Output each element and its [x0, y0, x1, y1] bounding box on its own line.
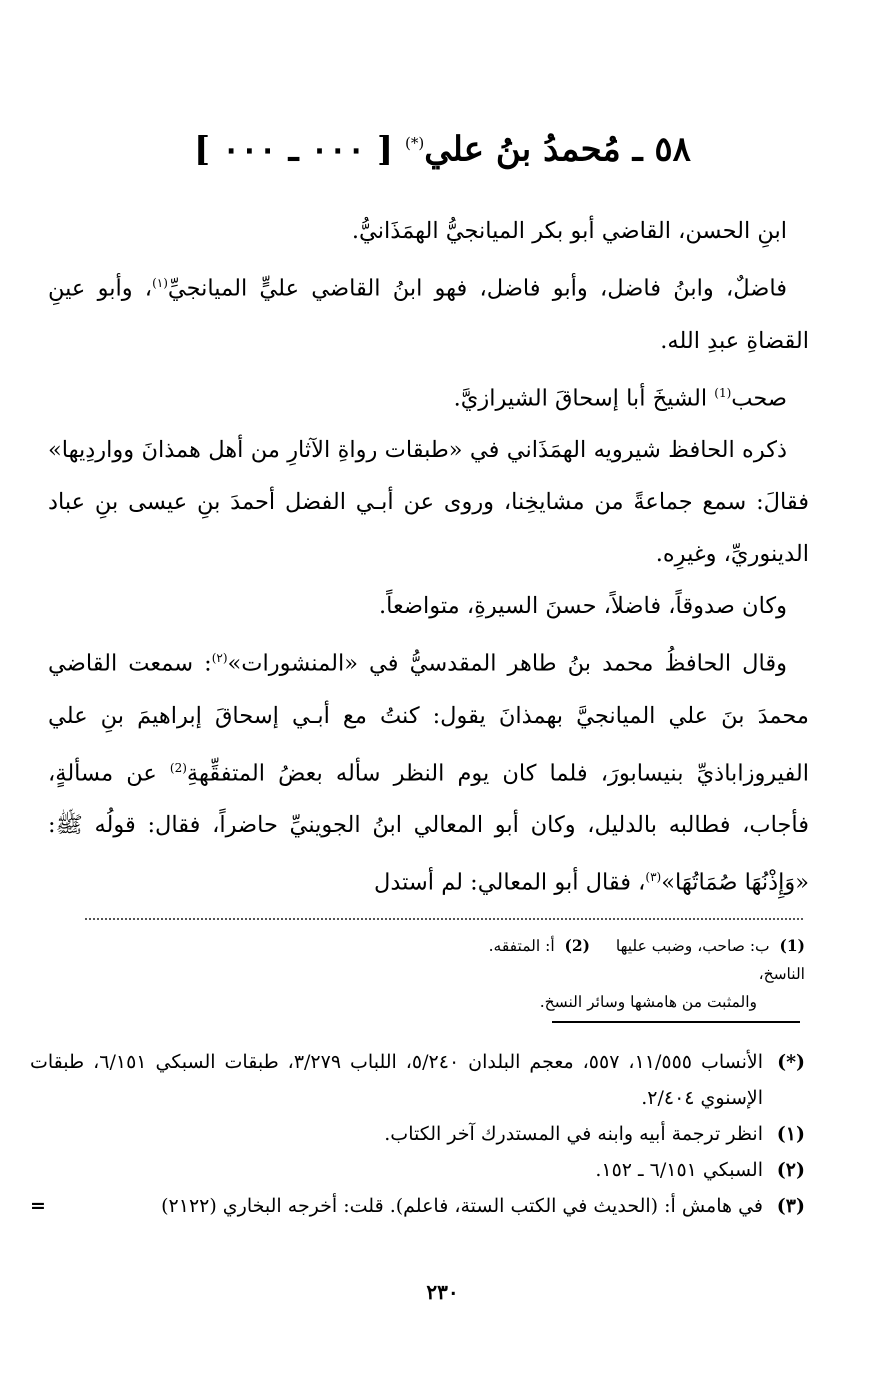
paragraph-text: فاضلٌ، وابنُ فاضل، وأبو فاضل، فهو ابنُ القاضي عليٍّ الميانجيِّ — [167, 275, 787, 302]
footnote — [30, 1116, 805, 1152]
footnote-num: (١) — [776, 1123, 805, 1145]
paragraph-text: وكان صدوقاً، فاضلاً، حسنَ السيرةِ، متواضعاً. — [379, 593, 787, 619]
page-number: ٢٣٠ — [426, 1280, 459, 1304]
paragraph-lineage — [48, 205, 809, 257]
footnote-num: (٣) — [776, 1195, 805, 1217]
entry-title — [60, 118, 825, 174]
continuation-mark: = — [30, 1195, 46, 1217]
entry-body — [48, 205, 809, 909]
paragraph-text: الشيخَ أبا إسحاقَ الشيرازيَّ. — [453, 385, 715, 411]
entry-title-main: ٥٨ ـ مُحمدُ بنُ علي — [424, 129, 691, 170]
footnote-ref: (٢) — [211, 651, 228, 665]
paragraph-text: ، وأبو عينِ القضاةِ عبدِ الله. — [48, 275, 809, 354]
paragraph-text: صحب — [731, 385, 787, 411]
footnote-text: انظر ترجمة أبيه وابنه في المستدرك آخر الكتاب. — [384, 1123, 763, 1145]
entry-title-dates: [ ٠٠٠ ـ ٠٠٠ ] — [194, 129, 405, 170]
manuscript-note-1 — [590, 932, 805, 988]
footnote-ref: (1) — [714, 385, 732, 400]
paragraph-text: عن مسألةٍ، فأجاب، فطالبه بالدليل، وكان أبو المعالي ابنُ الجوينيِّ حاضراً، فقال: قولُه ﷺ: «وَإِذْنُهَا صُمَاتُهَا» — [48, 760, 809, 896]
footnote — [30, 1152, 805, 1188]
footnote-num: (*) — [777, 1051, 805, 1073]
manuscript-note-2 — [390, 932, 590, 988]
footnotes — [30, 1044, 805, 1224]
paragraph-text: ، فقال أبو المعالي: لم أستدل — [373, 869, 646, 896]
paragraph-text: ابنِ الحسن، القاضي أبو بكر الميانجيُّ الهمَذَانيُّ. — [351, 218, 787, 244]
paragraph-character — [48, 580, 809, 632]
paragraph-mention — [48, 424, 809, 580]
footnote-rule — [552, 1021, 800, 1023]
paragraph-narration — [48, 632, 809, 909]
footnote-ref: (١) — [152, 276, 168, 290]
title-marker: (*) — [404, 134, 425, 152]
paragraph-text: ذكره الحافظ شيرويه الهمَذَاني في «طبقات رواةِ الآثارِ من أهل همذانَ وواردِيها» فقالَ: سمع جماعةً من مشايخِنا، وروى عن أبـي الفضل أحمدَ بنِ عيسى بنِ عباد الدينوريِّ، وغيرِه. — [48, 437, 809, 567]
footnote-ref: (2) — [169, 760, 187, 775]
footnote-num: (٢) — [776, 1159, 805, 1181]
manuscript-note-num: (1) — [779, 936, 805, 955]
manuscript-note-row — [60, 932, 805, 988]
manuscript-note-text: أ: المتفقه. — [488, 937, 555, 955]
footnote-text: في هامش أ: (الحديث في الكتب الستة، فاعلم). قلت: أخرجه البخاري (٢١٢٢) — [161, 1195, 763, 1217]
paragraph-companion — [48, 367, 809, 425]
paragraph-text: وقال الحافظُ محمد بنُ طاهر المقدسيُّ في «المنشورات» — [227, 650, 787, 677]
manuscript-note-text: ب: صاحب، وضبب عليها الناسخ، — [615, 937, 805, 983]
footnote-text: الأنساب ١١/٥٥٥، ٥٥٧، معجم البلدان ٥/٢٤٠، اللباب ٣/٢٧٩، طبقات السبكي ٦/١٥١، طبقات الإسنوي ٢/٤٠٤. — [30, 1051, 763, 1109]
paragraph-text: : سمعت القاضي محمدَ بنَ علي الميانجيَّ بهمذانَ يقول: كنتُ مع أبـي إسحاقَ إبراهيمَ بنِ علي الفيروزاباذيِّ بنيسابورَ، فلما كان يوم النظر سأله بعضُ المتفقِّهةِ — [48, 650, 809, 786]
manuscript-note-1-continued: والمثبت من هامشها وسائر النسخ. — [539, 993, 757, 1011]
footnote — [30, 1044, 805, 1116]
dotted-divider — [85, 918, 803, 920]
footnote-ref: (٣) — [645, 870, 662, 884]
paragraph-virtue — [48, 257, 809, 367]
manuscript-notes — [60, 932, 805, 1016]
manuscript-note-num: (2) — [564, 936, 590, 955]
footnote-text: السبكي ٦/١٥١ ـ ١٥٢. — [595, 1159, 763, 1181]
footnote — [30, 1188, 805, 1224]
